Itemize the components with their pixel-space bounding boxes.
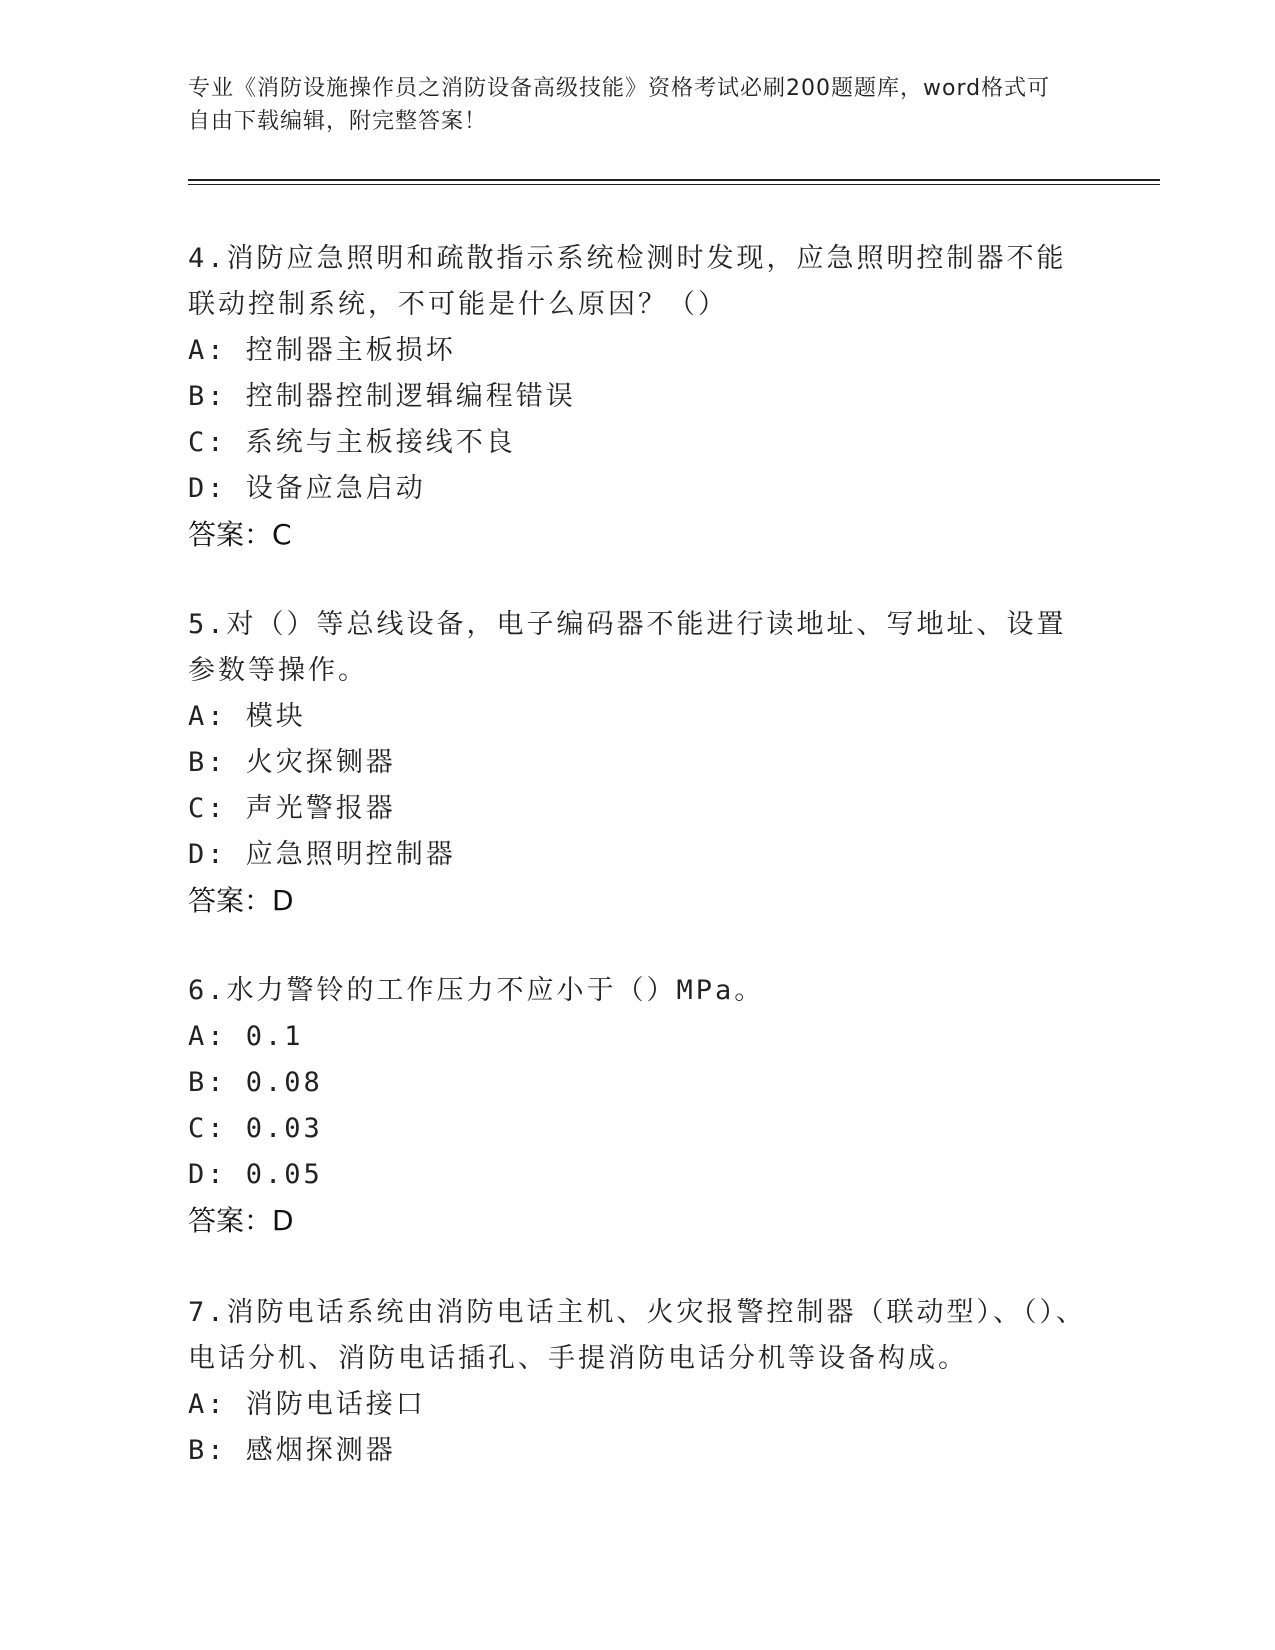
question-stem: 7.消防电话系统由消防电话主机、火灾报警控制器（联动型）、（）、电话分机、消防电话插孔、手提消防电话分机等设备构成。 (188, 1297, 1087, 1374)
question-stem: 5.对（）等总线设备，电子编码器不能进行读地址、写地址、设置参数等操作。 (188, 609, 1067, 686)
option-a: A: 0.1 (188, 1021, 304, 1052)
option-b: B: 控制器控制逻辑编程错误 (188, 381, 576, 412)
document-header-text: 专业《消防设施操作员之消防设备高级技能》资格考试必刷200题题库，word格式可自由下载编辑，附完整答案！ (188, 76, 1051, 134)
option-c: C: 声光警报器 (188, 793, 396, 824)
question-7 (188, 1290, 1088, 1474)
question-5 (188, 602, 1088, 924)
option-c: C: 系统与主板接线不良 (188, 427, 516, 458)
option-d: D: 设备应急启动 (188, 473, 426, 504)
answer-line: 答案：D (188, 1204, 294, 1237)
question-6 (188, 968, 1088, 1244)
option-d: D: 应急照明控制器 (188, 839, 456, 870)
question-stem: 6.水力警铃的工作压力不应小于（）MPa。 (188, 975, 765, 1006)
option-b: B: 感烟探测器 (188, 1435, 396, 1466)
option-b: B: 0.08 (188, 1067, 323, 1098)
option-b: B: 火灾探铡器 (188, 747, 396, 778)
option-d: D: 0.05 (188, 1159, 323, 1190)
header-divider-thick (188, 179, 1160, 181)
question-stem: 4.消防应急照明和疏散指示系统检测时发现，应急照明控制器不能联动控制系统，不可能是什么原因？（） (188, 243, 1067, 320)
answer-line: 答案：D (188, 884, 294, 917)
header-divider-thin (188, 184, 1160, 185)
option-c: C: 0.03 (188, 1113, 323, 1144)
option-a: A: 控制器主板损坏 (188, 335, 456, 366)
option-a: A: 消防电话接口 (188, 1389, 426, 1420)
option-a: A: 模块 (188, 701, 306, 732)
answer-line: 答案：C (188, 518, 292, 551)
question-4 (188, 236, 1088, 558)
